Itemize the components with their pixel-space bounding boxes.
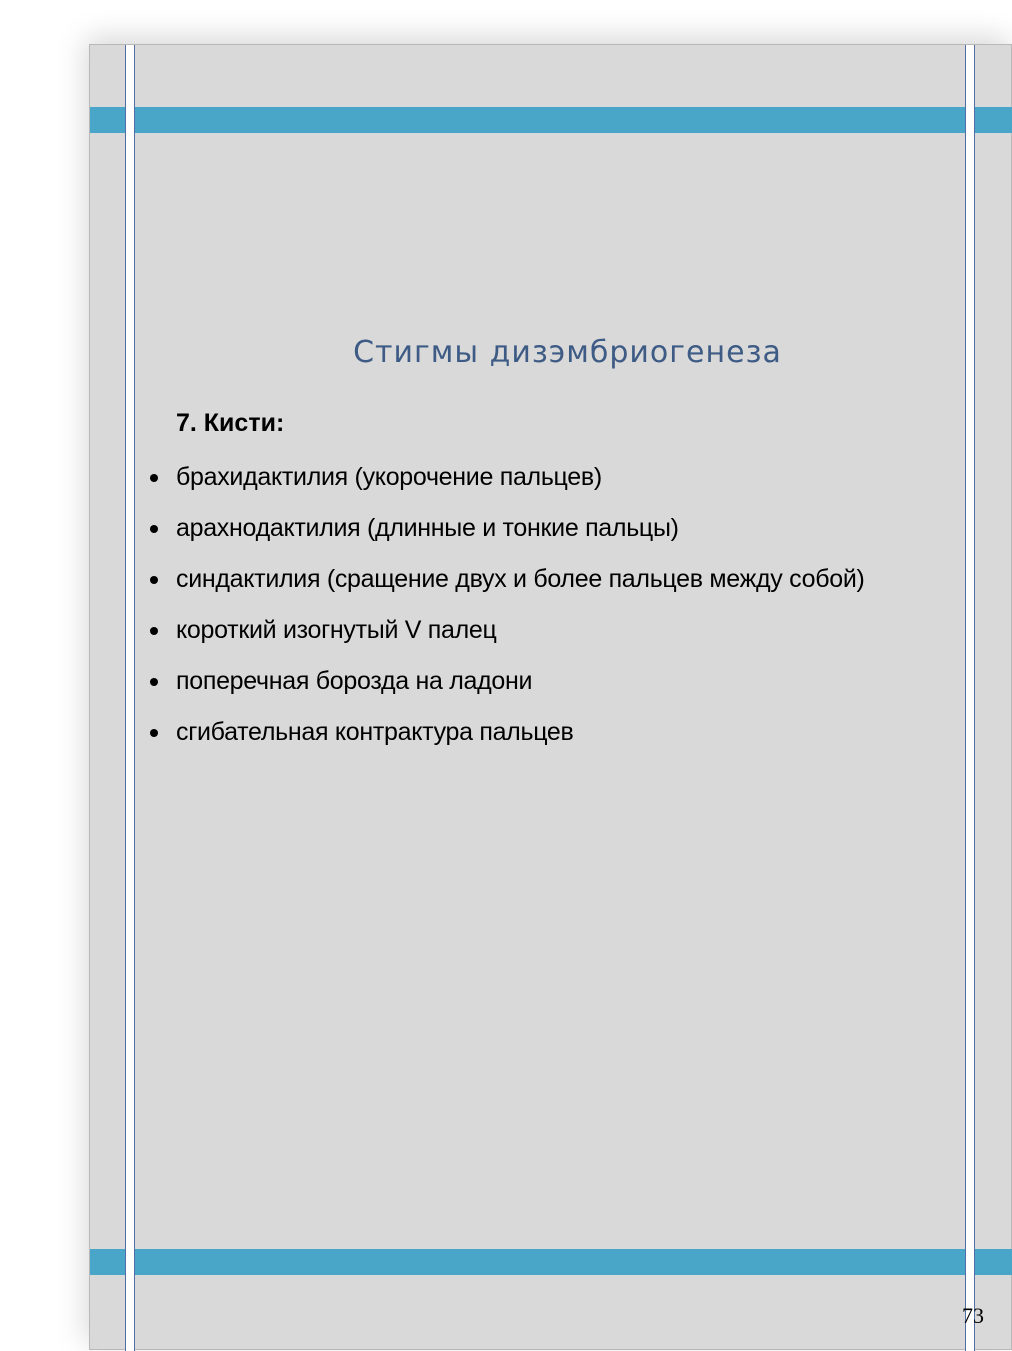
list-item <box>146 508 865 559</box>
list-item <box>146 457 865 508</box>
bullet-icon <box>150 678 158 686</box>
bullet-list <box>146 457 865 763</box>
bullet-icon <box>150 525 158 533</box>
slide-title: Стигмы дизэмбриогенеза <box>353 335 782 370</box>
bullet-icon <box>150 627 158 635</box>
list-item-text: поперечная борозда на ладони <box>176 667 533 695</box>
slide-page <box>89 44 1012 1350</box>
section-heading: 7. Кисти: <box>176 409 285 437</box>
page-number: 73 <box>962 1303 984 1328</box>
bullet-icon <box>150 576 158 584</box>
bullet-icon <box>150 729 158 737</box>
list-item-text: сгибательная контрактура пальцев <box>176 718 574 746</box>
left-vertical-rule <box>125 45 135 1351</box>
list-item-text: синдактилия (сращение двух и более пальцев между собой) <box>176 565 865 593</box>
list-item <box>146 712 865 763</box>
right-vertical-rule <box>965 45 975 1351</box>
top-accent-band <box>90 107 1012 133</box>
list-item-text: короткий изогнутый V палец <box>176 616 497 644</box>
bullet-icon <box>150 474 158 482</box>
bottom-accent-band <box>90 1249 1012 1275</box>
list-item <box>146 559 865 610</box>
list-item-text: арахнодактилия (длинные и тонкие пальцы) <box>176 514 679 542</box>
list-item-text: брахидактилия (укорочение пальцев) <box>176 463 602 491</box>
list-item <box>146 610 865 661</box>
list-item <box>146 661 865 712</box>
